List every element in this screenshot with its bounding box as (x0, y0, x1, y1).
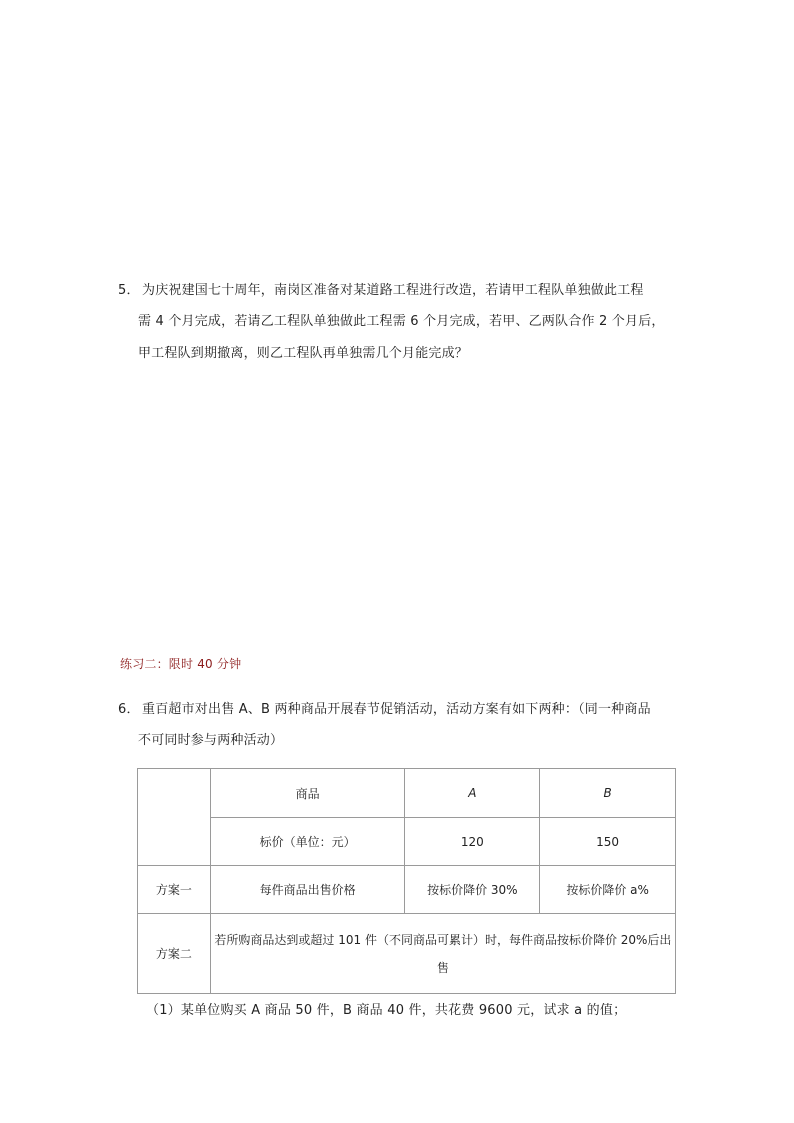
plan2-desc-cell: 若所购商品达到或超过 101 件（不同商品可累计）时，每件商品按标价降价 20%后出售 (210, 914, 675, 994)
practice2-suffix: 分钟 (212, 657, 242, 671)
header-b-cell: B (540, 769, 676, 818)
table-row (138, 866, 676, 914)
plan2-label-cell: 方案二 (138, 914, 211, 994)
plan1-a-cell: 按标价降价 30% (405, 866, 540, 914)
table-row (138, 818, 676, 866)
q6-line-1: 重百超市对出售 A、B 两种商品开展春节促销活动，活动方案有如下两种：（同一种商品 (142, 702, 651, 717)
price-label-cell: 标价（单位：元） (210, 818, 405, 866)
q5-number: 5． (118, 283, 140, 298)
q5-line-2: 需 4 个月完成，若请乙工程队单独做此工程需 6 个月完成，若甲、乙两队合作 2 个月后， (138, 314, 665, 329)
table-row (138, 769, 676, 818)
practice2-prefix: 练习二：限时 (120, 657, 198, 671)
plan1-label-cell: 方案一 (138, 866, 211, 914)
q6-number: 6． (118, 702, 140, 717)
practice2-heading (120, 656, 241, 672)
price-b-cell: 150 (540, 818, 676, 866)
practice2-minutes: 40 (197, 657, 213, 671)
q5-line-3: 甲工程队到期撤离，则乙工程队再单独需几个月能完成？ (138, 346, 469, 361)
q6-line-2: 不可同时参与两种活动） (138, 733, 284, 748)
table-corner-cell (138, 769, 211, 866)
promotion-table (137, 768, 676, 994)
q6-sub1: （1）某单位购买 A 商品 50 件，B 商品 40 件，共花费 9600 元，试求 a 的值； (146, 1003, 627, 1018)
header-a-cell: A (405, 769, 540, 818)
header-item-cell: 商品 (210, 769, 405, 818)
price-a-cell: 120 (405, 818, 540, 866)
table-row (138, 914, 676, 994)
q5-line-1: 为庆祝建国七十周年，南岗区准备对某道路工程进行改造，若请甲工程队单独做此工程 (142, 283, 644, 298)
plan1-desc-cell: 每件商品出售价格 (210, 866, 405, 914)
plan1-b-cell: 按标价降价 a% (540, 866, 676, 914)
